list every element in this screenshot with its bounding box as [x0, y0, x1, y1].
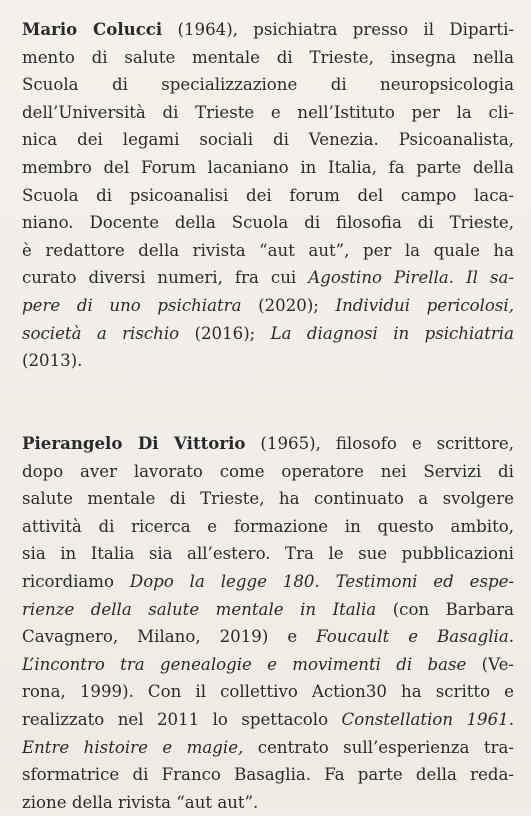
text-line	[22, 292, 514, 320]
bio-text: mento di salute mentale di Trieste, insegna nella	[22, 47, 514, 67]
work-title: Entre histoire e magie,	[22, 737, 244, 757]
text-line	[22, 99, 514, 127]
text-line	[22, 596, 514, 624]
bio-text: attività di ricerca e formazione in questo ambito,	[22, 516, 514, 536]
bio-text: zione della rivista “aut aut”.	[22, 792, 259, 812]
bio-text: (1964), psichiatra presso il Diparti-	[162, 20, 514, 39]
text-line	[22, 734, 514, 762]
work-title: Agostino Pirella. Il sa-	[308, 268, 514, 288]
bio-text: nica dei legami sociali di Venezia. Psicoanalista,	[22, 130, 514, 150]
bio-text: dopo aver lavorato come operatore nei Servizi di	[22, 461, 514, 481]
text-line	[22, 126, 514, 154]
bio-text: ricordiamo	[22, 571, 130, 591]
text-line	[22, 430, 514, 458]
text-line	[22, 458, 514, 486]
work-title: L’incontro tra genealogie e movimenti di base	[22, 654, 467, 674]
work-title: Dopo la legge 180. Testimoni ed espe-	[129, 571, 515, 591]
text-line	[22, 237, 514, 265]
text-line	[22, 761, 514, 789]
text-line	[22, 568, 514, 596]
text-line	[22, 71, 514, 99]
bio-text: (2013).	[22, 351, 83, 371]
text-line	[22, 623, 514, 651]
text-line	[22, 513, 514, 541]
text-line	[22, 789, 514, 816]
author-bio-mario-colucci	[22, 16, 514, 375]
text-line	[22, 678, 514, 706]
bio-text: Scuola di psicoanalisi dei forum del campo laca-	[22, 185, 514, 205]
bio-text: (Ve-	[466, 654, 514, 674]
text-line	[22, 706, 514, 734]
text-line	[22, 651, 514, 679]
bio-text: sformatrice di Franco Basaglia. Fa parte della reda-	[22, 765, 514, 785]
text-line	[22, 320, 514, 348]
text-line	[22, 264, 514, 292]
text-line	[22, 44, 514, 72]
text-line	[22, 154, 514, 182]
bio-text: sia in Italia sia all’estero. Tra le sue pubblicazioni	[22, 544, 514, 564]
work-title: La diagnosi in psichiatria	[270, 323, 514, 343]
text-line	[22, 16, 514, 44]
work-title: rienze della salute mentale in Italia	[22, 599, 377, 619]
text-line	[22, 347, 514, 375]
author-name: Mario Colucci	[22, 19, 163, 39]
bio-text: è redattore della rivista “aut aut”, per la quale ha	[22, 240, 514, 260]
work-title: Foucault e Basaglia.	[316, 627, 515, 647]
text-line	[22, 209, 514, 237]
text-line	[22, 182, 514, 210]
text-line	[22, 540, 514, 568]
bio-text: membro del Forum lacaniano in Italia, fa parte della	[22, 157, 514, 177]
bio-text: dell’Università di Trieste e nell’Istituto per la cli-	[22, 102, 514, 122]
bio-text: salute mentale di Trieste, ha continuato a svolgere	[22, 489, 514, 509]
bio-text: curato diversi numeri, fra cui	[22, 268, 309, 288]
bio-text: (2016);	[179, 323, 271, 343]
work-title: Constellation 1961.	[341, 709, 514, 729]
bio-text: (con Barbara	[376, 599, 515, 619]
bio-text: (2020);	[241, 295, 336, 315]
work-title: pere di uno psichiatra	[22, 295, 242, 315]
bio-text: centrato sull’esperienza tra-	[243, 737, 514, 757]
bio-text: realizzato nel 2011 lo spettacolo	[22, 709, 342, 729]
bio-text: niano. Docente della Scuola di filosofia di Trieste,	[22, 213, 514, 233]
bio-text: Scuola di specializzazione di neuropsicologia	[22, 75, 514, 95]
author-name: Pierangelo Di Vittorio	[22, 433, 246, 453]
work-title: Individui pericolosi,	[335, 295, 514, 315]
text-line	[22, 485, 514, 513]
bio-text: rona, 1999). Con il collettivo Action30 ha scritto e	[22, 682, 514, 702]
bio-text: (1965), filosofo e scrittore,	[245, 434, 515, 453]
author-bio-pierangelo-di-vittorio	[22, 430, 514, 816]
bio-text: Cavagnero, Milano, 2019) e	[22, 627, 317, 647]
work-title: società a rischio	[22, 323, 180, 343]
